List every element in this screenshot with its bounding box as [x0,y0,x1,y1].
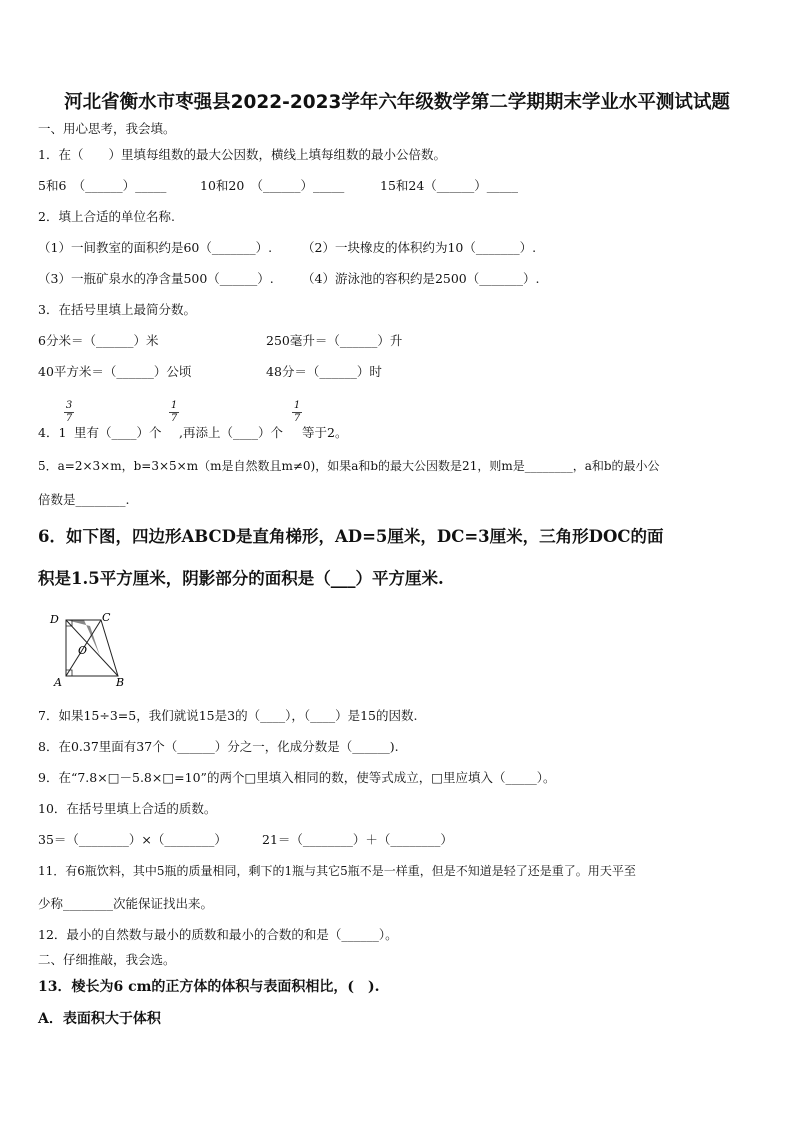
fraction-numerator: 1 [293,400,301,411]
q3-item-c: 40平方米＝（______）公顷 [38,364,192,379]
q1-item-b: 10和20 （______）_____ [200,178,345,193]
q5-line-1: 5．a=2×3×m，b=3×5×m（m是自然数且m≠0)，如果a和b的最大公因数是21，则m是________，a和b的最小公 [38,459,660,473]
q6-line-2: 积是1.5平方厘米，阴影部分的面积是（___）平方厘米. [38,569,444,588]
fraction-numerator: 1 [170,400,178,411]
q13-option-a: A．表面积大于体积 [38,1011,161,1027]
section-heading-2: 二、仔细推敲，我会选。 [38,952,176,967]
q1-item-c: 15和24（______）_____ [380,178,519,193]
q3-item-d: 48分＝（______）时 [266,364,382,379]
fraction-denominator: 7 [65,413,73,424]
q10-item-b: 21＝（________）＋（________） [262,832,453,847]
q11-line-1: 11．有6瓶饮料，其中5瓶的质量相同，剩下的1瓶与其它5瓶不是一样重，但是不知道是轻了还是重了。用天平至 [38,864,636,878]
trapezoid-figure [46,610,136,688]
q2-item-3: （3）一瓶矿泉水的净含量500（______）. [38,271,274,286]
q6-line-1: 6．如下图，四边形ABCD是直角梯形，AD=5厘米，DC=3厘米，三角形DOC的面 [38,527,664,546]
q4-part-4: 等于2。 [302,425,348,440]
q4-part-3: ,再添上（____）个 [179,425,283,440]
label-d: D [50,613,59,626]
q2-item-1: （1）一间教室的面积约是60（_______）. [38,240,273,255]
q9-text: 9．在“7.8×□－5.8×□=10”的两个□里填入相同的数，使等式成立，□里应填入（_____）。 [38,770,556,785]
q10-item-a: 35＝（________）×（________） [38,832,227,847]
section-heading-1: 一、用心思考，我会填。 [38,121,176,136]
q2-stem: 2．填上合适的单位名称. [38,209,175,224]
fraction-denominator: 7 [293,413,301,424]
q4-fraction-3 [292,401,302,424]
q3-item-b: 250毫升＝（______）升 [266,333,403,348]
label-b: B [116,676,125,688]
q11-line-2: 少称________次能保证找出来。 [38,896,214,911]
q8-text: 8．在0.37里面有37个（______）分之一，化成分数是（______). [38,739,399,754]
fraction-numerator: 3 [65,400,73,411]
q12-text: 12．最小的自然数与最小的质数和最小的合数的和是（______）。 [38,927,398,942]
q3-item-a: 6分米＝（______）米 [38,333,159,348]
q7-text: 7．如果15÷3=5，我们就说15是3的（____），（____）是15的因数. [38,708,418,723]
q1-item-a: 5和6 （______）_____ [38,178,167,193]
q13-stem: 13．棱长为6 cm的正方体的体积与表面积相比，( ). [38,979,380,995]
q3-stem: 3．在括号里填上最简分数。 [38,302,196,317]
q5-line-2: 倍数是________. [38,492,130,507]
q4-part-2: 里有（____）个 [74,425,162,440]
label-a: A [54,676,62,688]
label-o: O [78,644,88,657]
q2-item-2: （2）一块橡皮的体积约为10（_______）. [302,240,537,255]
q10-stem: 10．在括号里填上合适的质数。 [38,801,217,816]
fraction-denominator: 7 [170,413,178,424]
q1-stem: 1．在（ ）里填每组数的最大公因数，横线上填每组数的最小公倍数。 [38,147,446,162]
q4-part-1: 4．1 [38,425,67,440]
diagonal-db [66,620,118,676]
q4-fraction-2 [169,401,179,424]
page-title: 河北省衡水市枣强县2022-2023学年六年级数学第二学期期末学业水平测试试题 [64,92,730,113]
label-c: C [102,611,111,624]
q2-item-4: （4）游泳池的容积约是2500（_______）. [302,271,540,286]
q4-fraction-1 [64,401,74,424]
